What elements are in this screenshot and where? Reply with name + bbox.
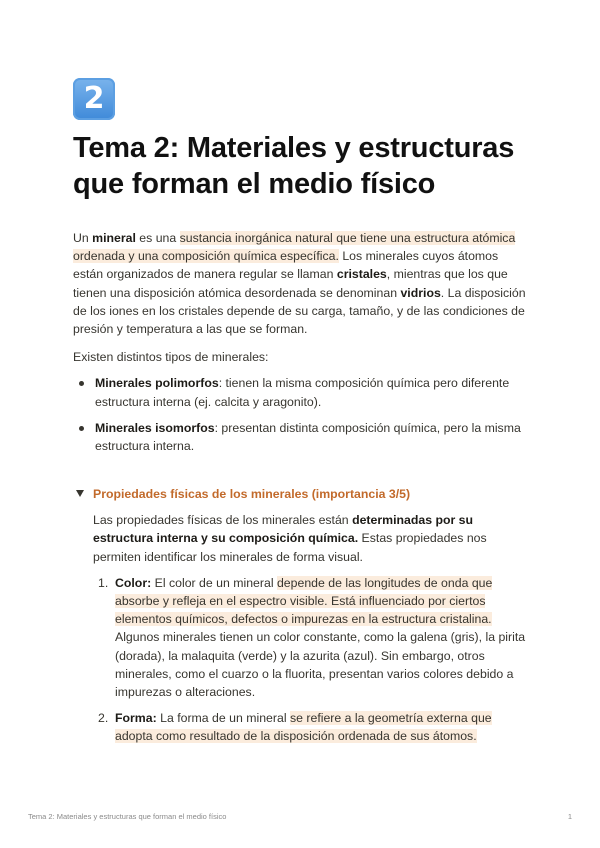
intro-text-3: Los minerales cuyos átomos están organizados de manera regular se llaman bbox=[73, 249, 499, 282]
property-term-color: Color: bbox=[115, 575, 152, 590]
property-text-post: Algunos minerales tienen un color constante, como la galena (gris), la pirita (dorada), la malaquita (verde) y la azurita (azul). Sin embargo, otros minerales, como el cuarzo o la fluorita, presentan varios colores debido a impurezas o alteraciones. bbox=[115, 630, 526, 700]
types-intro: Existen distintos tipos de minerales: bbox=[73, 350, 269, 365]
toggle-triangle-icon[interactable] bbox=[76, 490, 84, 497]
toggle-heading[interactable] bbox=[73, 485, 528, 503]
list-item bbox=[93, 574, 528, 701]
list-item bbox=[93, 709, 528, 745]
item-number: 1. bbox=[98, 575, 109, 590]
types-list bbox=[73, 374, 528, 455]
term-vidrios: vidrios bbox=[400, 285, 441, 300]
intro-text-2: es una bbox=[135, 231, 180, 245]
intro-text-1: Un bbox=[73, 231, 93, 245]
list-item bbox=[73, 374, 528, 410]
page-number: 1 bbox=[567, 812, 572, 821]
toggle-bold: determinadas por su estructura interna y su composición química. bbox=[93, 513, 474, 546]
property-highlight: se refiere a la geometría externa que adopta como resultado de la disposición ordenada de sus átomos. bbox=[115, 711, 492, 744]
term-isomorfos: Minerales isomorfos bbox=[95, 420, 215, 435]
term-cristales: cristales bbox=[336, 267, 387, 282]
page-footer bbox=[28, 812, 572, 821]
toggle-paragraph bbox=[93, 511, 528, 566]
term-polimorfos: Minerales polimorfos bbox=[95, 376, 219, 391]
property-term-forma: Forma: bbox=[115, 711, 157, 726]
property-text-pre: El color de un mineral bbox=[151, 575, 277, 590]
toggle-body bbox=[73, 511, 528, 745]
types-text-0: : tienen la misma composición química pero diferente estructura interna (ej. calcita y aragonito). bbox=[95, 376, 510, 409]
list-item bbox=[73, 419, 528, 455]
footer-title: Tema 2: Materiales y estructuras que forman el medio físico bbox=[28, 812, 227, 821]
properties-list bbox=[93, 574, 528, 746]
page-title: Tema 2: Materiales y estructuras que forman el medio físico bbox=[73, 132, 515, 200]
document-page bbox=[73, 78, 528, 754]
term-mineral: mineral bbox=[92, 231, 136, 245]
property-text-pre: La forma de un mineral bbox=[156, 711, 290, 726]
intro-text-4: , mientras que los que tienen una disposición atómica desordenada se denominan bbox=[73, 267, 508, 300]
intro-paragraph bbox=[73, 229, 528, 338]
toggle-text-2: Estas propiedades nos permiten identificar los minerales de forma visual. bbox=[93, 531, 487, 564]
item-number: 2. bbox=[98, 711, 109, 726]
toggle-text-1: Las propiedades físicas de los minerales están bbox=[93, 513, 353, 528]
intro-highlight: sustancia inorgánica natural que tiene una estructura atómica ordenada y una composición química específica. bbox=[73, 231, 516, 264]
property-highlight: depende de las longitudes de onda que absorbe y refleja en el espectro visible. Está influenciado por ciertos elementos químicos, defectos o impurezas en la estructura cristalina. bbox=[115, 575, 493, 627]
toggle-title: Propiedades físicas de los minerales (importancia 3/5) bbox=[93, 487, 411, 502]
intro-text-5: . La disposición de los iones en los cristales depende de su carga, tamaño, y de las condiciones de presión y temperatura a las que se forman. bbox=[73, 285, 526, 337]
number-two-emoji-icon: 2 bbox=[73, 78, 115, 120]
types-text-1: : presentan distinta composición química, pero la misma estructura interna. bbox=[95, 420, 521, 454]
